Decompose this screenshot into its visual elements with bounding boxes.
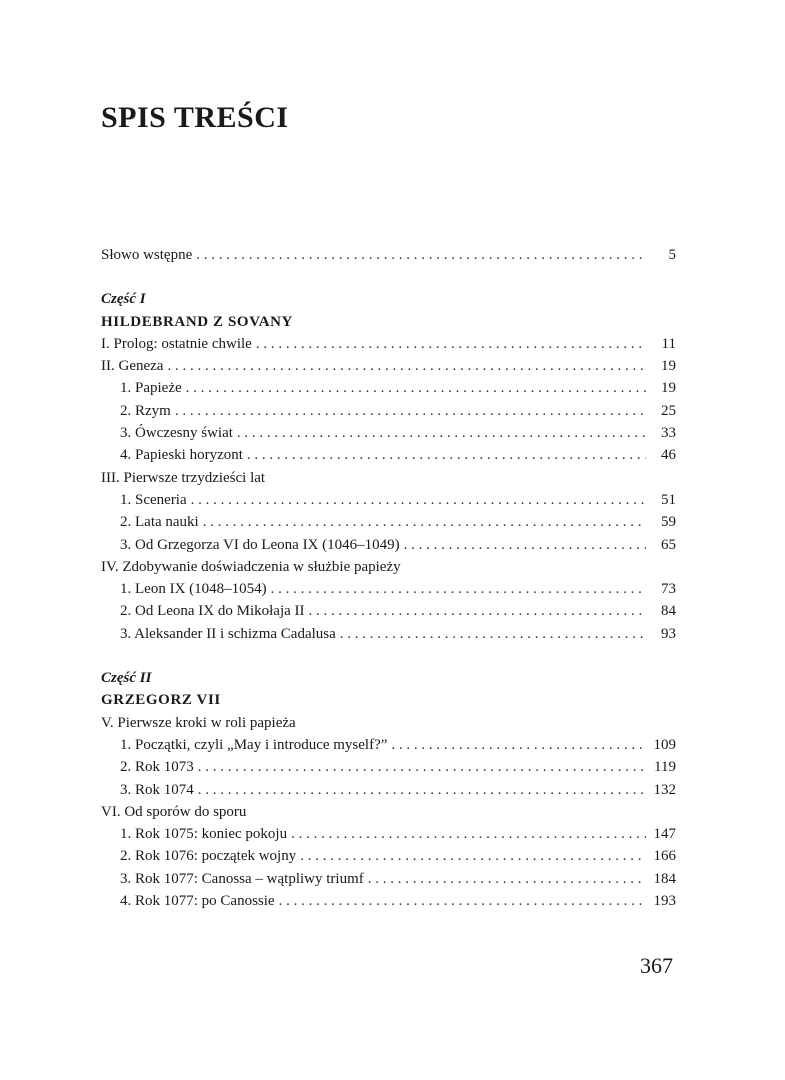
toc-entry-label: 3. Rok 1077: Canossa – wątpliwy triumf — [120, 870, 364, 887]
part-label: Część I — [101, 291, 146, 308]
toc-entry-preface — [101, 244, 676, 266]
toc-subentry — [101, 422, 676, 444]
toc-entry-label: 3. Od Grzegorza VI do Leona IX (1046–1049) — [120, 536, 400, 553]
toc-page-number: 132 — [653, 781, 676, 798]
toc-page-number: 84 — [661, 603, 676, 620]
toc-entry-label: 1. Leon IX (1048–1054) — [120, 581, 267, 598]
toc-page-number: 5 — [668, 247, 676, 263]
toc-chapter-heading: IV. Zdobywanie doświadczenia w służbie papieży — [101, 558, 401, 575]
part-title: GRZEGORZ VII — [101, 692, 221, 709]
toc-subentry — [101, 756, 676, 778]
dot-leader — [186, 377, 646, 399]
toc-chapter-heading: VI. Od sporów do sporu — [101, 803, 247, 820]
dot-leader — [247, 444, 646, 466]
toc-entry-label: 2. Rok 1076: początek wojny — [120, 848, 297, 865]
page-title: SPIS TREŚCI — [101, 101, 289, 134]
toc-page-number: 59 — [661, 514, 676, 531]
toc-chapter-heading: V. Pierwsze kroki w roli papieża — [101, 714, 296, 731]
dot-leader — [340, 623, 646, 645]
toc-subentry — [101, 823, 676, 845]
toc-subentry — [101, 600, 676, 622]
dot-leader — [191, 489, 646, 511]
toc-subentry — [101, 868, 676, 890]
toc-entry-label: 4. Rok 1077: po Canossie — [120, 893, 275, 910]
dot-leader — [368, 868, 646, 890]
toc-subentry — [101, 400, 676, 422]
dot-leader — [167, 355, 646, 377]
toc-entry-label: 1. Początki, czyli „May i introduce myself?” — [120, 736, 388, 753]
toc-page-number: 46 — [661, 447, 676, 464]
toc-page-number: 25 — [661, 402, 676, 419]
toc-subentry — [101, 623, 676, 645]
toc-subentry — [101, 489, 676, 511]
toc-entry-label: 1. Papieże — [120, 380, 182, 397]
part-title: HILDEBRAND Z SOVANY — [101, 313, 293, 330]
toc-subentry — [101, 444, 676, 466]
toc-subentry — [101, 845, 676, 867]
toc-page-number: 93 — [661, 625, 676, 642]
dot-leader — [175, 400, 646, 422]
toc-subentry — [101, 734, 676, 756]
dot-leader — [196, 244, 646, 266]
section-gap — [101, 266, 676, 288]
toc-subentry — [101, 578, 676, 600]
dot-leader — [237, 422, 646, 444]
toc-page-number: 65 — [661, 536, 676, 553]
toc-page-number: 33 — [661, 425, 676, 442]
toc-subentry — [101, 779, 676, 801]
toc-entry-label: 2. Rzym — [120, 402, 171, 419]
toc-subentry — [101, 890, 676, 912]
dot-leader — [391, 734, 646, 756]
toc-page-number: 184 — [653, 870, 676, 887]
toc-entry-label: II. Geneza — [101, 358, 164, 375]
toc-entry-label: 3. Ówczesny świat — [120, 425, 233, 442]
toc-page-number: 11 — [661, 335, 676, 352]
toc-entry-label: 1. Rok 1075: koniec pokoju — [120, 826, 288, 843]
dot-leader — [198, 756, 646, 778]
toc-entry-label: 2. Od Leona IX do Mikołaja II — [120, 603, 305, 620]
dot-leader — [300, 845, 646, 867]
toc-subentry — [101, 377, 676, 399]
section-gap — [101, 645, 676, 667]
dot-leader — [203, 511, 646, 533]
toc-entry-label: 1. Sceneria — [120, 491, 187, 508]
toc-chapter-heading: III. Pierwsze trzydzieści lat — [101, 469, 266, 486]
toc-entry-label: 2. Lata nauki — [120, 514, 199, 531]
toc-entry-label: I. Prolog: ostatnie chwile — [101, 335, 252, 352]
toc-entry-label: Słowo wstępne — [101, 247, 193, 263]
toc-page-number: 147 — [653, 826, 676, 843]
toc-subentry — [101, 534, 676, 556]
dot-leader — [404, 534, 646, 556]
dot-leader — [309, 600, 646, 622]
toc-page-number: 109 — [653, 736, 676, 753]
dot-leader — [256, 333, 646, 355]
dot-leader — [291, 823, 646, 845]
toc-page-number: 73 — [661, 581, 676, 598]
page-number: 367 — [640, 953, 673, 978]
toc-page-number: 119 — [654, 759, 676, 776]
toc-entry-label: 3. Rok 1074 — [120, 781, 194, 798]
part-label: Część II — [101, 670, 152, 687]
toc-page-number: 193 — [653, 893, 676, 910]
dot-leader — [198, 779, 646, 801]
toc-page-number: 166 — [653, 848, 676, 865]
toc-chapter — [101, 333, 676, 355]
toc-entry-label: 2. Rok 1073 — [120, 759, 194, 776]
toc-chapter — [101, 355, 676, 377]
toc-subentry — [101, 511, 676, 533]
toc-page-number: 19 — [661, 358, 676, 375]
toc-page-number: 19 — [661, 380, 676, 397]
dot-leader — [279, 890, 646, 912]
toc-entry-label: 4. Papieski horyzont — [120, 447, 243, 464]
table-of-contents — [101, 244, 676, 912]
toc-entry-label: 3. Aleksander II i schizma Cadalusa — [120, 625, 336, 642]
toc-page-number: 51 — [661, 491, 676, 508]
dot-leader — [271, 578, 646, 600]
